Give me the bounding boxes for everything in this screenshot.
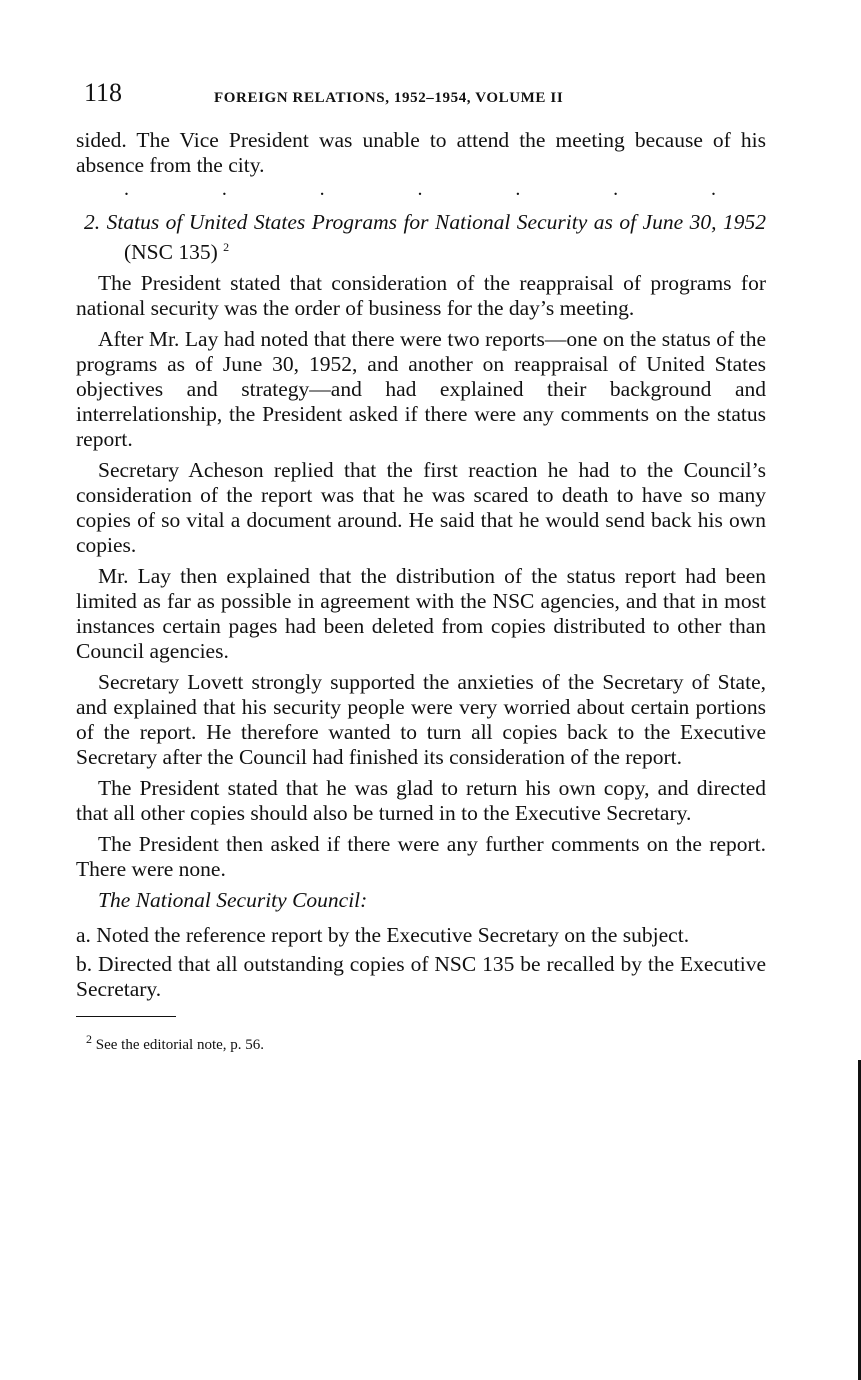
ellipsis-row (76, 178, 766, 200)
paragraph: Secretary Acheson replied that the first reaction he had to the Council’s consideration of the report was that he was scared to death to have so many copies of so vital a document around. He said that he would send back his own copies. (76, 458, 766, 558)
running-head: FOREIGN RELATIONS, 1952–1954, VOLUME II (214, 90, 564, 106)
section-heading (76, 210, 766, 265)
section-number: 2. (84, 210, 101, 234)
ellipsis-dot: . (613, 178, 619, 200)
section-title: Status of United States Programs for National Security as of June 30, 1952 (106, 210, 767, 234)
action-list (76, 923, 766, 1002)
action-item: b. Directed that all outstanding copies of NSC 135 be recalled by the Executive Secretary. (76, 952, 766, 1002)
action-item: a. Noted the reference report by the Executive Secretary on the subject. (76, 923, 690, 948)
paragraph: The President stated that consideration of the reappraisal of programs for national security was the order of business for the day’s meeting. (76, 271, 766, 321)
ellipsis-dot: . (319, 178, 325, 200)
paragraph: The President then asked if there were any further comments on the report. There were none. (76, 832, 766, 882)
opening-paragraph: sided. The Vice President was unable to attend the meeting because of his absence from the city. (76, 128, 766, 177)
page-number: 118 (84, 78, 123, 107)
ellipsis-dot: . (124, 178, 129, 200)
paragraph: Mr. Lay then explained that the distribution of the status report had been limited as far as possible in agreement with the NSC agencies, and that in most instances certain pages had been deleted from copies distributed to other than Council agencies. (76, 564, 766, 664)
ellipsis-dot: . (221, 178, 227, 200)
council-heading: The National Security Council: (98, 888, 368, 913)
footnote-text: See the editorial note, p. 56. (95, 1037, 265, 1054)
ellipsis-dot: . (515, 178, 521, 200)
paragraph: The President stated that he was glad to return his own copy, and directed that all other copies should also be turned in to the Executive Secretary. (76, 776, 766, 826)
footnote-divider (76, 1016, 176, 1017)
footnote-reference: 2 (223, 240, 230, 254)
footnote-marker: 2 (86, 1032, 92, 1047)
page-header (84, 78, 664, 108)
paragraph: After Mr. Lay had noted that there were two reports—one on the status of the programs as of June 30, 1952, and another on reappraisal of United States objectives and strategy—and had explained their background and interrelationship, the President asked if there were any comments on the status report. (76, 327, 766, 452)
ellipsis-dot: . (710, 178, 716, 200)
section-title-suffix: (NSC 135) (124, 240, 218, 265)
page-body (76, 128, 766, 1058)
ellipsis-dot: . (417, 178, 423, 200)
paragraph: Secretary Lovett strongly supported the anxieties of the Secretary of State, and explained that his security people were very worried about certain portions of the report. He therefore wanted to turn all copies back to the Executive Secretary after the Council had finished its consideration of the report. (76, 670, 766, 770)
footnote (76, 1027, 766, 1058)
